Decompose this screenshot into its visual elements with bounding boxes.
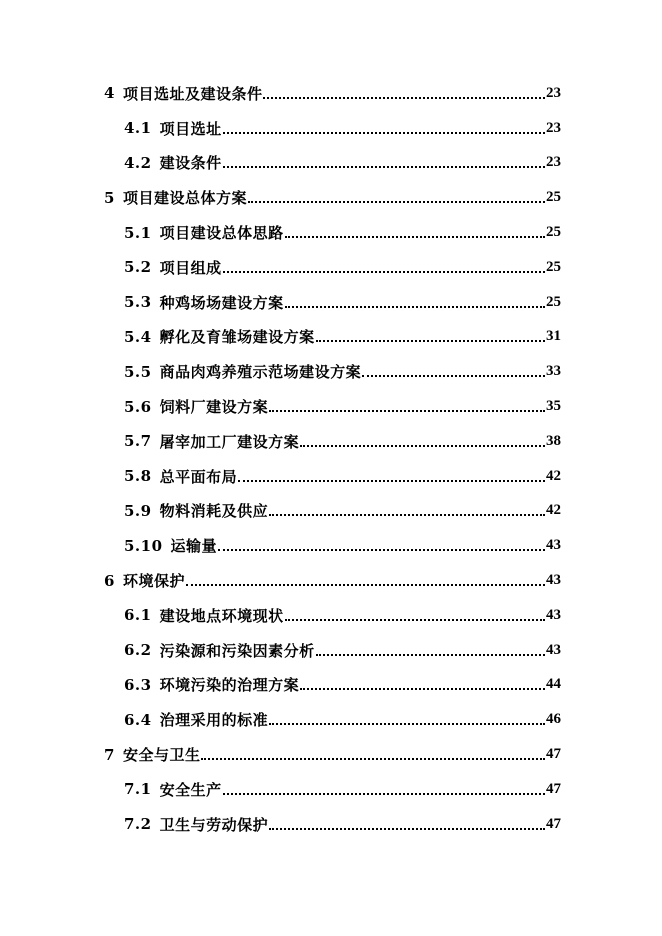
toc-entry-page: 31 — [546, 328, 561, 345]
toc-entry-title: 饲料厂建设方案 — [159, 398, 269, 417]
toc-entry-page: 43 — [546, 572, 561, 589]
toc-entry-title: 屠宰加工厂建设方案 — [159, 432, 300, 451]
toc-entry-number: 5.10 — [124, 536, 163, 555]
toc-entry-title: 项目组成 — [159, 258, 222, 277]
toc-entry[interactable] — [0, 668, 662, 703]
toc-entry-number: 5.4 — [124, 327, 152, 346]
toc-entry-number: 7 — [104, 745, 115, 764]
toc-entry-number: 4.1 — [124, 119, 152, 138]
toc-entry-page: 35 — [546, 398, 561, 415]
toc-entry-title: 建设条件 — [159, 154, 222, 173]
toc-entry-number: 6.3 — [124, 675, 152, 694]
toc-entry[interactable] — [0, 320, 662, 355]
toc-leader-dots — [316, 325, 545, 342]
toc-entry-title: 治理采用的标准 — [159, 711, 269, 730]
toc-entry-number: 6 — [104, 571, 115, 590]
toc-entry-title: 安全与卫生 — [122, 746, 201, 765]
toc-entry-title: 安全生产 — [159, 780, 222, 799]
toc-entry[interactable] — [0, 76, 662, 111]
toc-entry-number: 6.2 — [124, 641, 152, 660]
toc-entry-title: 种鸡场场建设方案 — [159, 293, 284, 312]
toc-entry-page: 25 — [546, 189, 561, 206]
toc-entry-number: 6.1 — [124, 606, 152, 625]
toc-leader-dots — [269, 813, 545, 830]
toc-entry[interactable] — [0, 737, 662, 772]
toc-leader-dots — [285, 291, 545, 308]
toc-entry[interactable] — [0, 772, 662, 807]
toc-entry[interactable] — [0, 563, 662, 598]
toc-entry-number: 7.2 — [124, 815, 152, 834]
toc-entry-page: 47 — [546, 780, 561, 797]
toc-entry-number: 6.4 — [124, 710, 152, 729]
toc-entry[interactable] — [0, 285, 662, 320]
toc-leader-dots — [316, 639, 545, 656]
toc-entry[interactable] — [0, 494, 662, 529]
toc-entry-page: 43 — [546, 641, 561, 658]
toc-leader-dots — [223, 256, 545, 273]
toc-leader-dots — [269, 499, 545, 516]
toc-entry-title: 运输量 — [170, 537, 218, 556]
toc-entry-title: 项目选址 — [159, 119, 222, 138]
toc-entry-page: 44 — [546, 676, 561, 693]
toc-entry-number: 7.1 — [124, 780, 152, 799]
toc-entry-title: 总平面布局 — [159, 467, 238, 486]
toc-entry-number: 5.1 — [124, 223, 152, 242]
toc-leader-dots — [201, 743, 545, 760]
toc-entry-page: 33 — [546, 363, 561, 380]
toc-leader-dots — [263, 82, 545, 99]
toc-entry[interactable] — [0, 180, 662, 215]
toc-entry-title: 建设地点环境现状 — [159, 606, 284, 625]
toc-entry-page: 25 — [546, 258, 561, 275]
toc-entry-number: 5.9 — [124, 501, 152, 520]
toc-entry-number: 5 — [104, 188, 115, 207]
toc-entry-number: 5.3 — [124, 293, 152, 312]
toc-entry-title: 物料消耗及供应 — [159, 502, 269, 521]
toc-leader-dots — [269, 708, 545, 725]
toc-entry[interactable] — [0, 389, 662, 424]
toc-entry[interactable] — [0, 111, 662, 146]
toc-leader-dots — [285, 604, 545, 621]
toc-entry-title: 项目建设总体思路 — [159, 224, 284, 243]
toc-entry-page: 47 — [546, 815, 561, 832]
toc-entry[interactable] — [0, 702, 662, 737]
toc-entry[interactable] — [0, 354, 662, 389]
toc-leader-dots — [218, 534, 545, 551]
toc-entry[interactable] — [0, 633, 662, 668]
toc-entry-number: 5.8 — [124, 467, 152, 486]
toc-entry-title: 卫生与劳动保护 — [159, 815, 269, 834]
toc-leader-dots — [223, 117, 545, 134]
toc-leader-dots — [186, 569, 545, 586]
toc-entry[interactable] — [0, 146, 662, 181]
toc-entry-title: 孵化及育雏场建设方案 — [159, 328, 315, 347]
toc-entry[interactable] — [0, 807, 662, 842]
toc-entry-page: 47 — [546, 746, 561, 763]
toc-entry-number: 5.2 — [124, 258, 152, 277]
toc-entry-title: 环境保护 — [122, 572, 185, 591]
toc-leader-dots — [223, 778, 545, 795]
table-of-contents — [0, 76, 662, 842]
toc-entry-number: 5.6 — [124, 397, 152, 416]
toc-entry-page: 25 — [546, 293, 561, 310]
toc-entry-page: 25 — [546, 224, 561, 241]
toc-entry-page: 43 — [546, 606, 561, 623]
toc-entry-page: 23 — [546, 84, 561, 101]
toc-entry-page: 42 — [546, 467, 561, 484]
toc-entry-number: 5.5 — [124, 362, 152, 381]
toc-entry-number: 5.7 — [124, 432, 152, 451]
toc-leader-dots — [223, 151, 545, 168]
toc-leader-dots — [238, 465, 545, 482]
toc-leader-dots — [269, 395, 545, 412]
toc-entry-page: 23 — [546, 119, 561, 136]
toc-entry-page: 23 — [546, 154, 561, 171]
toc-leader-dots — [248, 186, 545, 203]
toc-entry-title: 环境污染的治理方案 — [159, 676, 300, 695]
toc-entry[interactable] — [0, 215, 662, 250]
toc-leader-dots — [285, 221, 545, 238]
toc-entry-page: 43 — [546, 537, 561, 554]
toc-entry-number: 4.2 — [124, 153, 152, 172]
toc-entry[interactable] — [0, 598, 662, 633]
toc-entry-title: 项目建设总体方案 — [122, 189, 247, 208]
toc-leader-dots — [362, 360, 545, 377]
toc-entry[interactable] — [0, 424, 662, 459]
toc-entry-page: 38 — [546, 432, 561, 449]
toc-entry-title: 商品肉鸡养殖示范场建设方案 — [159, 363, 362, 382]
toc-entry-title: 项目选址及建设条件 — [122, 84, 263, 103]
toc-entry-page: 42 — [546, 502, 561, 519]
toc-entry[interactable] — [0, 459, 662, 494]
toc-leader-dots — [300, 673, 545, 690]
toc-entry-page: 46 — [546, 711, 561, 728]
toc-entry-title: 污染源和污染因素分析 — [159, 641, 315, 660]
toc-entry[interactable] — [0, 250, 662, 285]
toc-entry[interactable] — [0, 528, 662, 563]
toc-entry-number: 4 — [104, 84, 115, 103]
toc-leader-dots — [300, 430, 545, 447]
